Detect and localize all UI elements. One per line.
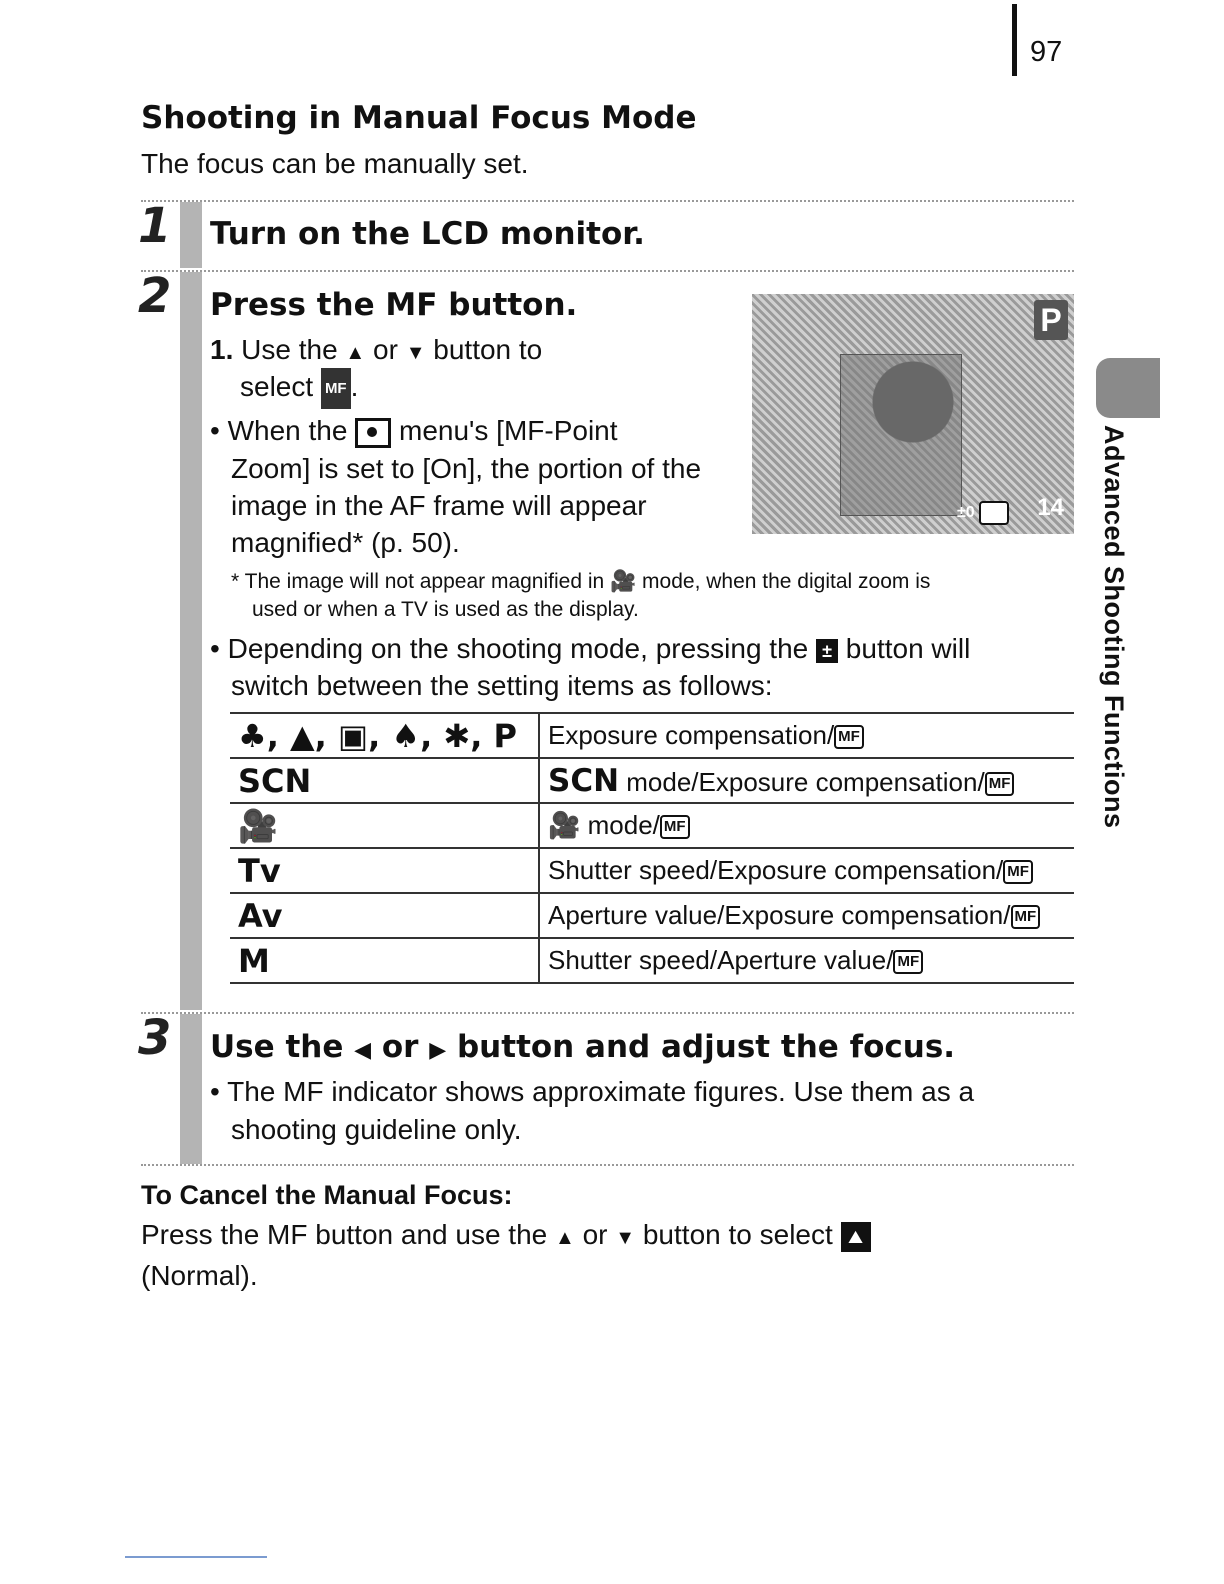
table-row (230, 758, 1074, 803)
down-arrow-icon: ▼ (405, 342, 426, 364)
step-number: 2 (138, 268, 172, 324)
table-row (230, 713, 1074, 758)
setting-cell: 🎥 mode/ MF (539, 803, 1074, 848)
bullet-setting-items: • Depending on the shooting mode, pressing the ± button will (210, 633, 971, 664)
mf-icon: MF (660, 815, 690, 839)
divider (141, 270, 1074, 272)
mode-cell: M (230, 938, 539, 983)
section-intro: The focus can be manually set. (141, 148, 529, 179)
footnote-cont: used or when a TV is used as the display. (252, 598, 639, 621)
mf-icon: MF (893, 950, 923, 974)
bullet-mf-zoom: • When the menu's [MF-Point (210, 415, 618, 446)
movie-icon: 🎥 (610, 570, 637, 593)
bullet-icon: • (210, 633, 220, 664)
setting-cell: Shutter speed/Aperture value/ MF (539, 938, 1074, 983)
mf-icon: MF (1011, 905, 1041, 929)
shots-remaining: 14 (1037, 494, 1064, 521)
mf-indicator: ±0 MF (957, 501, 1009, 525)
step-title: Press the MF button. (210, 287, 578, 323)
normal-focus-icon: ⛰ (841, 1222, 871, 1252)
substep-1-cont: select MF . (240, 368, 358, 409)
step-bar (180, 1014, 202, 1164)
mf-icon: MF (321, 368, 351, 409)
setting-cell: Exposure compensation/ MF (539, 713, 1074, 758)
bullet-text: switch between the setting items as follows: (231, 670, 773, 701)
bullet-icon: • (210, 415, 220, 446)
table-row (230, 893, 1074, 938)
left-arrow-icon: ◀ (354, 1038, 372, 1063)
bullet-text: shooting guideline only. (231, 1114, 522, 1145)
footnote: * The image will not appear magnified in 🎥 mode, when the digital zoom is (231, 570, 931, 593)
bullet-text: magnified* (p. 50). (231, 527, 460, 558)
table-row (230, 848, 1074, 893)
mf-icon: MF (834, 725, 864, 749)
lcd-screen-image (752, 294, 1074, 534)
step-bar (180, 272, 202, 1010)
mf-icon: MF (985, 772, 1015, 796)
bullet-text: Zoom] is set to [On], the portion of the (231, 453, 702, 484)
mode-cell: SCN (230, 758, 539, 803)
step-number: 1 (138, 198, 172, 254)
mode-indicator: P (1034, 300, 1068, 340)
bullet-icon: • (210, 1076, 220, 1107)
table-row (230, 938, 1074, 983)
setting-cell: Shutter speed/Exposure compensation/ MF (539, 848, 1074, 893)
setting-cell: Aperture value/Exposure compensation/ MF (539, 893, 1074, 938)
substep-number: 1. (210, 334, 234, 365)
exposure-compensation-icon: ± (816, 639, 838, 663)
table-row (230, 803, 1074, 848)
mode-cell: ♣, ▲, ▣, ♠, ✱, P (230, 713, 539, 758)
setting-cell: SCN mode/Exposure compensation/ MF (539, 758, 1074, 803)
section-tab (1096, 358, 1160, 418)
up-arrow-icon: ▲ (555, 1227, 575, 1249)
section-title: Shooting in Manual Focus Mode (141, 100, 697, 136)
divider (141, 1164, 1074, 1166)
page-number: 97 (1030, 36, 1063, 68)
mf-icon: MF (1003, 860, 1033, 884)
mode-settings-table (230, 712, 1074, 984)
step-title: Turn on the LCD monitor. (210, 216, 645, 252)
step-number: 3 (138, 1010, 172, 1066)
up-arrow-icon: ▲ (345, 342, 366, 364)
section-tab-label: Advanced Shooting Functions (1099, 425, 1129, 829)
mode-cell: 🎥 (230, 803, 539, 848)
page-marker-bar (1012, 4, 1017, 76)
divider (141, 200, 1074, 202)
bullet-text: image in the AF frame will appear (231, 490, 647, 521)
cancel-text: Press the MF button and use the ▲ or ▼ button to select ⛰ (Normal). (141, 1216, 871, 1294)
shooting-menu-icon (355, 418, 391, 448)
step-title: Use the ◀ or ▶ button and adjust the focus. (210, 1029, 956, 1065)
step-bar (180, 202, 202, 268)
af-frame (840, 354, 962, 516)
footer-line (125, 1556, 267, 1558)
cancel-heading: To Cancel the Manual Focus: (141, 1180, 513, 1210)
down-arrow-icon: ▼ (615, 1227, 636, 1249)
movie-icon: 🎥 (548, 810, 581, 840)
right-arrow-icon: ▶ (429, 1038, 447, 1063)
divider (141, 1012, 1074, 1014)
bullet-mf-indicator: • The MF indicator shows approximate figures. Use them as a (210, 1076, 975, 1107)
substep-1: 1. Use the ▲ or ▼ button to (210, 334, 543, 365)
mode-cell: Tv (230, 848, 539, 893)
asterisk-icon: * (231, 570, 240, 593)
mode-cell: Av (230, 893, 539, 938)
